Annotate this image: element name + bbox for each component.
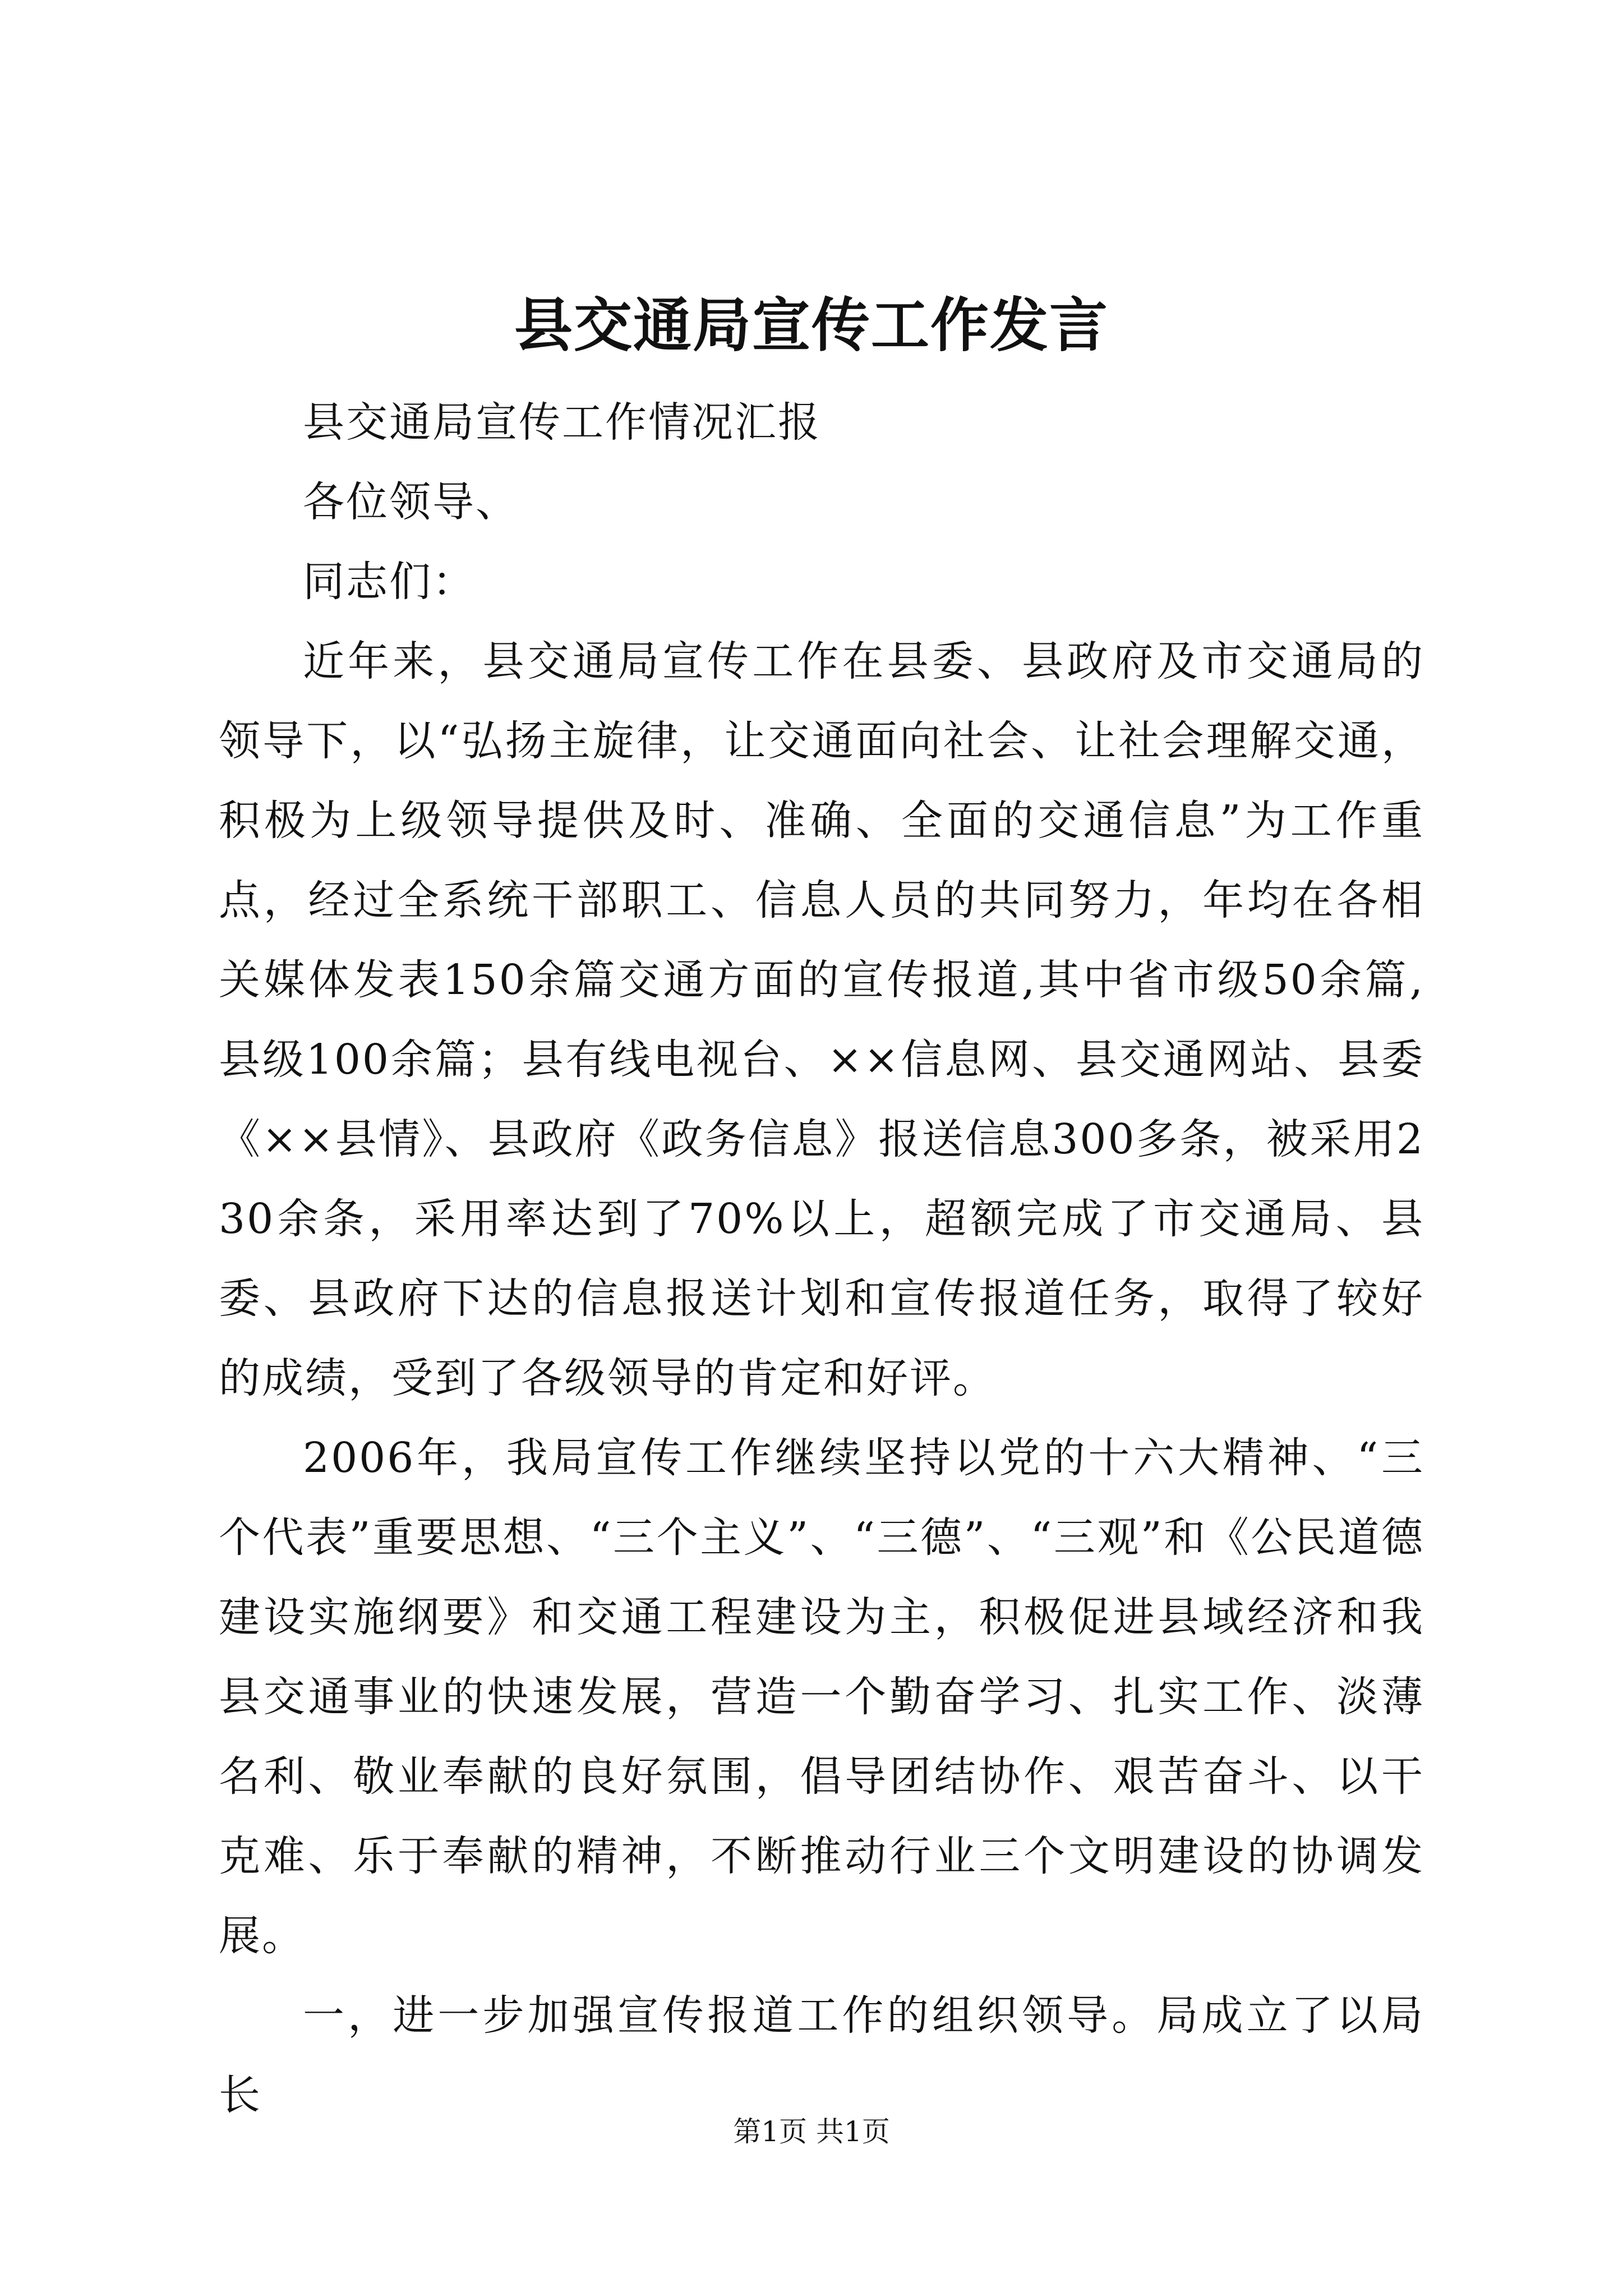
page-number-footer: 第1页 共1页 [733,2115,890,2148]
report-heading: 县交通局宣传工作情况汇报 [303,398,821,447]
body-paragraph: 近年来，县交通局宣传工作在县委、县政府及市交通局的领导下，以“弘扬主旋律，让交通面向社会、让社会理解交通，积极为上级领导提供及时、准确、全面的交通信息”为工作重点，经过全系统干部职工、信息人员的共同努力，年均在各相关媒体发表150余篇交通方面的宣传报道,其中省市级50余篇,县级100余篇；县有线电视台、××信息网、县交通网站、县委《××县情》、县政府《政务信息》报送信息300多条，被采用230余条，采用率达到了70%以上，超额完成了市交通局、县委、县政府下达的信息报送计划和宣传报道任务，取得了较好的成绩，受到了各级领导的肯定和好评。 [219,637,1424,1402]
salutation-leaders: 各位领导、 [303,478,519,526]
body-paragraph: 一，进一步加强宣传报道工作的组织领导。局成立了以局长 [219,1991,1424,2119]
salutation-comrades: 同志们： [303,558,476,606]
body-paragraph: 2006年，我局宣传工作继续坚持以党的十六大精神、“三个代表”重要思想、“三个主义”、“三德”、“三观”和《公民道德建设实施纲要》和交通工程建设为主，积极促进县域经济和我县交通事业的快速发展，营造一个勤奋学习、扎实工作、淡薄名利、敬业奉献的良好氛围，倡导团结协作、艰苦奋斗、以干克难、乐于奉献的精神，不断推动行业三个文明建设的协调发展。 [219,1434,1424,1960]
document-body [219,383,1424,2135]
document-title: 县交通局宣传工作发言 [514,291,1109,360]
